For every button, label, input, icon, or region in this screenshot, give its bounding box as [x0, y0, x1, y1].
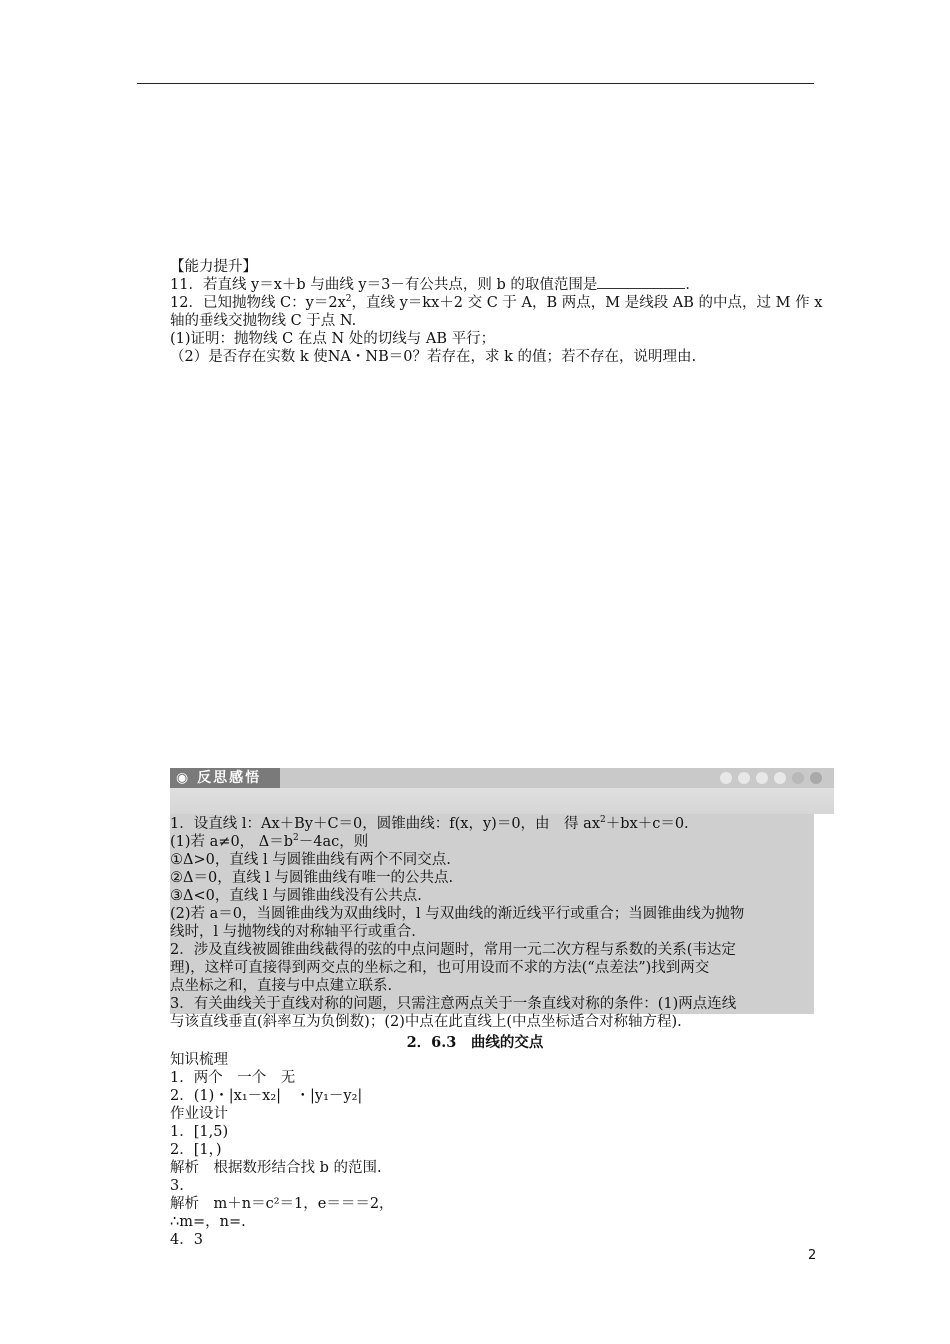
answer-line: 2．(1)・|x₁－x₂| ・|y₁－y₂| — [170, 1088, 363, 1104]
question-12-line-1 — [170, 294, 822, 312]
reflection-banner — [170, 768, 834, 814]
question-12-part-1: (1)证明：抛物线 C 在点 N 处的切线与 AB 平行； — [170, 331, 496, 347]
answer-line: 2．[1，) — [170, 1142, 222, 1158]
decorative-dots — [720, 772, 822, 784]
dot-icon — [774, 772, 786, 784]
question-11-text: 11．若直线 y＝x＋b 与曲线 y＝3－有公共点，则 b 的取值范围是 — [170, 277, 598, 293]
answer-blank — [597, 276, 685, 289]
answer-line: 作业设计 — [170, 1106, 228, 1122]
summary-line-7: 线时，l 与抛物线的对称轴平行或重合. — [170, 924, 416, 940]
answer-line: 4．3 — [170, 1232, 203, 1248]
question-12-part-2: （2）是否存在实数 k 使NA・NB＝0？若存在，求 k 的值；若不存在，说明理由. — [170, 349, 697, 365]
summary-line-1 — [170, 815, 689, 833]
answer-line: 解析 m＋n＝c²＝1，e＝＝＝2， — [170, 1196, 394, 1212]
banner-strip — [280, 768, 834, 788]
answer-line: 3. — [170, 1178, 184, 1194]
answer-line: 1．[1,5) — [170, 1124, 229, 1140]
answer-line: 1．两个 一个 无 — [170, 1070, 296, 1086]
summary-line-10: 点坐标之和，直接与中点建立联系. — [170, 978, 393, 994]
summary-line-12: 与该直线垂直(斜率互为负倒数)；(2)中点在此直线上(中点坐标适合对称轴方程). — [170, 1014, 682, 1030]
summary-l2-exponent: 2 — [293, 833, 299, 844]
q12-text-a: 12．已知抛物线 C：y＝2x — [170, 295, 346, 311]
dot-icon — [792, 772, 804, 784]
dot-icon — [738, 772, 750, 784]
summary-line-4: ②Δ＝0，直线 l 与圆锥曲线有唯一的公共点. — [170, 870, 454, 886]
q12-exponent: 2 — [345, 294, 352, 305]
summary-line-3: ①Δ>0，直线 l 与圆锥曲线有两个不同交点. — [170, 852, 451, 868]
page-number: 2 — [808, 1248, 817, 1263]
summary-line-11: 3．有关曲线关于直线对称的问题，只需注意两点关于一条直线对称的条件：(1)两点连线 — [170, 996, 737, 1012]
answers-heading: 2．6.3 曲线的交点 — [406, 1034, 544, 1051]
q12-text-b: ，直线 y＝kx＋2 交 C 于 A，B 两点，M 是线段 AB 的中点，过 M 作 x — [351, 295, 823, 311]
summary-l2-a: (1)若 a≠0， Δ＝b — [170, 834, 294, 850]
answer-line: 知识梳理 — [170, 1052, 228, 1068]
dot-icon — [720, 772, 732, 784]
summary-line-6: (2)若 a＝0，当圆锥曲线为双曲线时，l 与双曲线的渐近线平行或重合；当圆锥曲线为抛物 — [170, 906, 745, 922]
header-rule — [137, 83, 814, 84]
summary-l2-b: －4ac，则 — [298, 834, 369, 850]
banner-title: ◉ 反思感悟 — [170, 768, 280, 788]
question-11-end: ． — [685, 277, 700, 293]
section-title: 【能力提升】 — [170, 259, 257, 275]
summary-line-2 — [170, 833, 368, 851]
summary-l1-a: 1．设直线 l：Ax＋By＋C＝0，圆锥曲线：f(x，y)＝0，由 得 ax — [170, 816, 600, 832]
summary-line-9: 理)，这样可直接得到两交点的坐标之和，也可用设而不求的方法(“点差法”)找到两交 — [170, 960, 710, 976]
dot-icon — [756, 772, 768, 784]
question-12-line-2: 轴的垂线交抛物线 C 于点 N. — [170, 313, 357, 329]
summary-l1-b: ＋bx＋c＝0. — [605, 816, 689, 832]
summary-line-8: 2．涉及直线被圆锥曲线截得的弦的中点问题时，常用一元二次方程与系数的关系(韦达定 — [170, 942, 736, 958]
dot-icon — [810, 772, 822, 784]
summary-l1-exponent: 2 — [600, 815, 606, 826]
summary-line-5: ③Δ<0，直线 l 与圆锥曲线没有公共点. — [170, 888, 422, 904]
answer-line: 解析 根据数形结合找 b 的范围. — [170, 1160, 382, 1176]
answer-line: ∴m=，n=. — [170, 1214, 246, 1230]
question-11 — [170, 276, 700, 294]
